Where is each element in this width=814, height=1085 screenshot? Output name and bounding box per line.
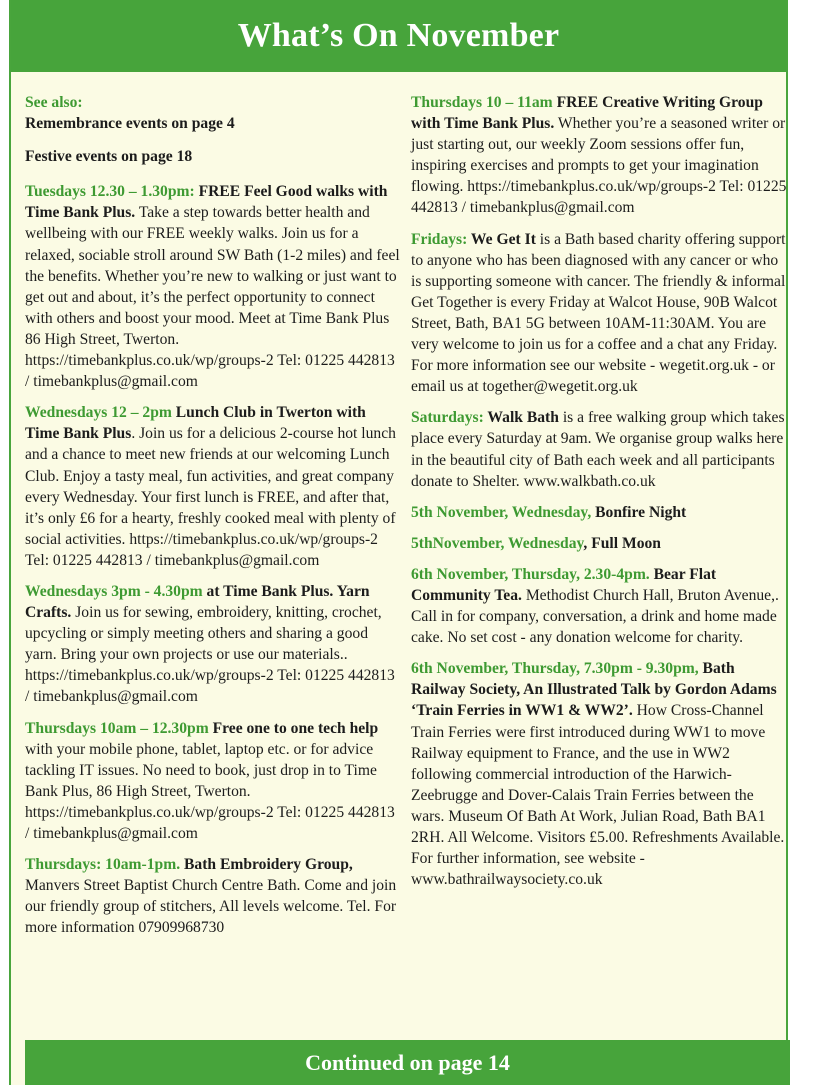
event-title: Bear Flat Community Tea. <box>411 565 717 604</box>
right-column <box>411 92 787 900</box>
event-item <box>25 402 401 571</box>
event-title: Free one to one tech help <box>208 719 379 737</box>
event-when: 5th November, Wednesday, <box>411 503 592 521</box>
event-body: Manvers Street Baptist Church Centre Bath. Come and join our friendly group of stitchers, All levels welcome. Tel. For more information 07909968730 <box>25 877 397 937</box>
event-when: 6th November, Thursday, 7.30pm - 9.30pm, <box>411 660 699 678</box>
page-title: What’s On November <box>237 17 560 54</box>
event-when: Fridays: <box>411 230 468 248</box>
event-when: Wednesdays 3pm - 4.30pm <box>25 582 203 600</box>
see-also-remembrance: Remembrance events on page 4 <box>25 115 235 133</box>
event-item <box>25 581 401 708</box>
event-when: Thursdays 10am – 12.30pm <box>25 719 209 737</box>
event-item <box>411 658 787 890</box>
event-title: at Time Bank Plus. Yarn Crafts. <box>25 582 370 622</box>
see-also-label: See also: <box>25 94 83 111</box>
event-item <box>411 564 787 648</box>
event-when: Thursdays 10 – 11am <box>411 94 553 111</box>
see-also-festive: Festive events on page 18 <box>25 148 193 166</box>
event-when: Saturdays: <box>411 409 484 427</box>
event-item <box>25 854 401 938</box>
event-item <box>25 181 401 392</box>
event-item <box>411 533 787 554</box>
event-title: FREE Feel Good walks with Time Bank Plus. <box>25 183 388 222</box>
event-title: Bath Railway Society, An Illustrated Talk by Gordon Adams ‘Train Ferries in WW1 & WW2’. <box>411 660 777 720</box>
event-title: FREE Creative Writing Group with Time Bank Plus. <box>411 94 763 133</box>
see-also <box>25 92 401 134</box>
event-body: Methodist Church Hall, Bruton Avenue,. Call in for company, conversation, a drink and home made cake. No set cost - any donation welcome for charity. <box>411 586 779 647</box>
event-title: Lunch Club in Twerton with Time Bank Plus <box>25 404 366 443</box>
event-body: How Cross-Channel Train Ferries were first introduced during WW1 to move Railway equipment to France, and the use in WW2 following commercial introduction of the Harwich-Zeebrugge and Dover-Calais Train Ferries between the wars. Museum Of Bath At Work, Julian Road, Bath BA1 2RH. All Welcome. Visitors £5.00. Refreshments Available. For further information, see website - www.bathrailwaysociety.co.uk <box>411 702 785 889</box>
event-when: Wednesdays 12 – 2pm <box>25 404 172 422</box>
event-body: is a Bath based charity offering support to anyone who has been diagnosed with any cancer or who is supporting someone with cancer. The friendly & informal Get Together is every Friday at Walcot House, 90B Walcot Street, Bath, BA1 5G between 10AM-11:30AM. You are very welcome to join us for a coffee and a chat any Friday. For more information see our website - wegetit.org.uk - or email us at together@wegetit.org.uk <box>411 230 786 396</box>
event-title: We Get It <box>467 230 536 248</box>
event-body: . Join us for a delicious 2-course hot lunch and a chance to meet new friends at our welcoming Lunch Club. Enjoy a tasty meal, fun activities, and great company every Wednesday. Your first lunch is FREE, and after that, it’s only £6 for a hearty, freshly cooked meal with plenty of social activities. https://timebankplus.co.uk/wp/groups-2 Tel: 01225 442813 / timebankplus@gmail.com <box>25 425 396 569</box>
event-item <box>411 229 787 398</box>
event-body: Take a step towards better health and wellbeing with our FREE weekly walks. Join us for a relaxed, sociable stroll around SW Bath (1-2 miles) and feel the benefits. Whether you’re new to walking or just want to get out and about, it’s the perfect opportunity to connect with others and boost your mood. Meet at Time Bank Plus 86 High Street, Twerton. https://timebankplus.co.uk/wp/groups-2 Tel: 01225 442813 / timebankplus@gmail.com <box>25 204 400 391</box>
event-when: 6th November, Thursday, 2.30-4pm. <box>411 565 650 583</box>
event-body: is a free walking group which takes place every Saturday at 9am. We organise group walks here in the beautiful city of Bath each week and all participants donate to Shelter. www.walkbath.co.uk <box>411 409 785 490</box>
event-body: Join us for sewing, embroidery, knitting, crochet, upcycling or simply meeting others and sharing a good yarn. Bring your own projects or use our materials.. https://timebankplus.co.uk/wp/groups-2 Tel: 01225 442813 / timebankplus@gmail.com <box>25 604 395 706</box>
event-item <box>411 92 787 219</box>
event-title: Bonfire Night <box>591 503 687 521</box>
event-title: Walk Bath <box>483 409 559 427</box>
event-when: Thursdays: 10am-1pm. <box>25 856 181 874</box>
event-item <box>25 718 401 845</box>
page-frame <box>9 0 788 1085</box>
continued-text: Continued on page 14 <box>305 1049 510 1075</box>
event-when: 5thNovember, Wednesday <box>411 534 584 552</box>
event-title: , Full Moon <box>583 534 661 552</box>
continued-banner <box>25 1040 790 1085</box>
left-column <box>25 92 401 948</box>
event-title: Bath Embroidery Group, <box>180 856 353 874</box>
event-when: Tuesdays 12.30 – 1.30pm: <box>25 183 195 201</box>
event-body: Whether you’re a seasoned writer or just starting out, our weekly Zoom sessions offer fun, inspiring exercises and prompts to get your imagination flowing. https://timebankplus.co.uk/wp/groups-2 Tel: 01225 442813 / timebankplus@gmail.com <box>411 115 787 217</box>
header-banner <box>11 0 786 72</box>
event-item <box>411 502 787 523</box>
event-item <box>411 407 787 491</box>
event-body: with your mobile phone, tablet, laptop etc. or for advice tackling IT issues. No need to book, just drop in to Time Bank Plus, 86 High Street, Twerton. https://timebankplus.co.uk/wp/groups-2 Tel: 01225 442813 / timebankplus@gmail.com <box>25 740 395 842</box>
